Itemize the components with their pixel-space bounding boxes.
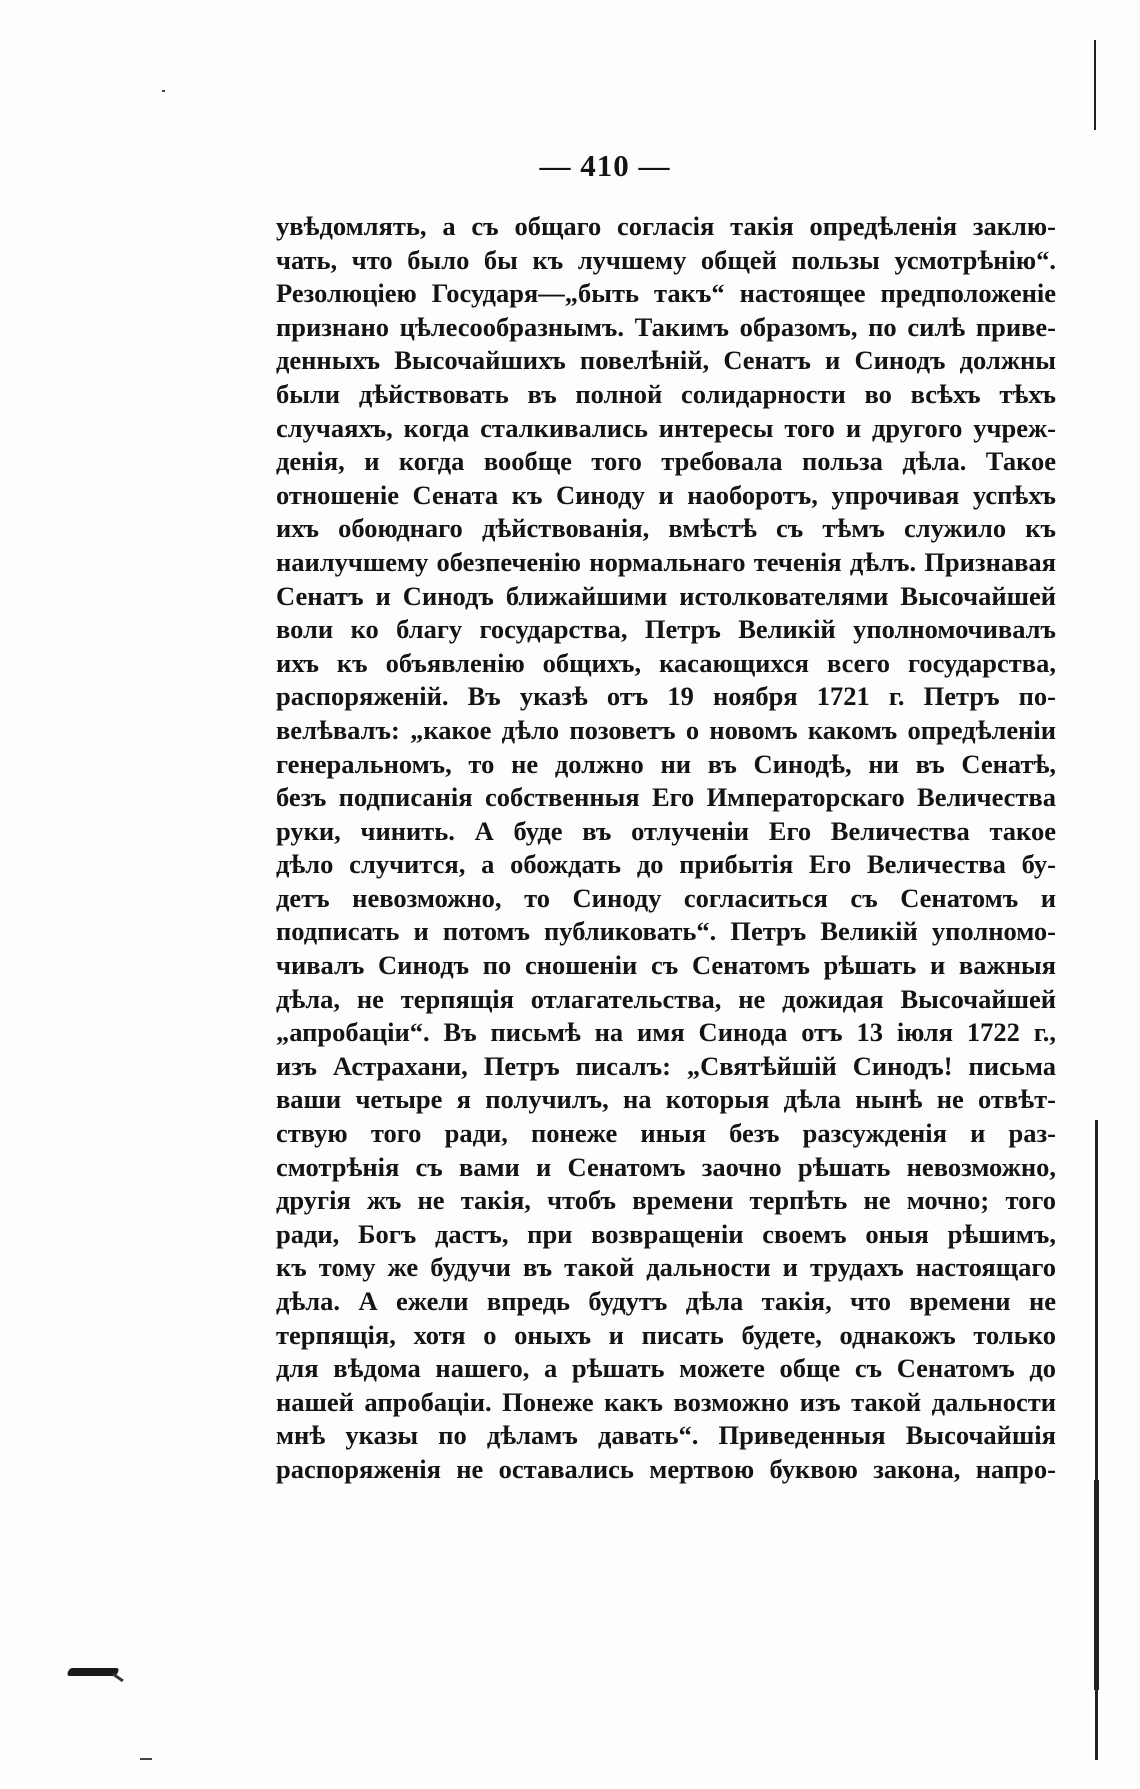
text-line: подписать и потомъ публиковать“. Петръ Великій уполномо-: [276, 916, 1056, 947]
text-line: нашей апробаціи. Понеже какъ возможно изъ такой дальности: [276, 1386, 1056, 1417]
text-line: мнѣ указы по дѣламъ давать“. Приведенныя Высочайшія: [276, 1420, 1056, 1451]
text-line: увѣдомлять, а съ общаго согласія такія опредѣленія заклю-: [276, 211, 1056, 241]
body-text: [276, 210, 1056, 1487]
text-line: терпящія, хотя о оныхъ и писать будете, однакожъ только: [276, 1319, 1056, 1350]
text-line: велѣвалъ: „какое дѣло позоветъ о новомъ какомъ опредѣленіи: [276, 714, 1056, 745]
text-line: ваши четыре я получилъ, на которыя дѣла нынѣ не отвѣт-: [276, 1084, 1056, 1115]
text-line: „апробаціи“. Въ письмѣ на имя Синода отъ 13 іюля 1722 г.,: [276, 1017, 1056, 1048]
text-line: дѣла. А ежели впредь будутъ дѣла такія, что времени не: [276, 1286, 1056, 1316]
text-line: генеральномъ, то не должно ни въ Синодѣ, ни въ Сенатѣ,: [276, 748, 1056, 779]
scan-speck: [162, 90, 165, 92]
text-line: наилучшему обезпеченію нормальнаго теченія дѣлъ. Признавая: [276, 546, 1056, 577]
text-line: къ тому же будучи въ такой дальности и трудахъ настоящаго: [276, 1252, 1056, 1283]
text-line: ихъ обоюднаго дѣйствованія, вмѣстѣ съ тѣмъ служило къ: [276, 513, 1056, 544]
text-line: смотрѣнія съ вами и Сенатомъ заочно рѣшать невозможно,: [276, 1151, 1056, 1182]
scan-speck: [140, 1758, 152, 1760]
text-line: случаяхъ, когда сталкивались интересы того и другого учреж-: [276, 412, 1056, 443]
text-line: Сенатъ и Синодъ ближайшими истолкователями Высочайшей: [276, 580, 1056, 611]
text-line: Резолюціею Государя—„быть такъ“ настоящее предположеніе: [276, 278, 1056, 309]
text-line: другія жъ не такія, чтобъ времени терпѣть не мочно; того: [276, 1185, 1056, 1216]
text-line: чивалъ Синодъ по сношеніи съ Сенатомъ рѣшать и важныя: [276, 950, 1056, 981]
text-line: воли ко благу государства, Петръ Великій уполномочивалъ: [276, 614, 1056, 645]
scan-smudge: [112, 1673, 124, 1682]
scan-edge-mark: [1094, 1480, 1099, 1690]
text-line: ствую того ради, понеже иныя безъ разсужденія и раз-: [276, 1118, 1056, 1149]
text-line: ради, Богъ дастъ, при возвращеніи своемъ оныя рѣшимъ,: [276, 1218, 1056, 1249]
text-line: распоряженія не оставались мертвою буквою закона, напро-: [276, 1453, 1056, 1484]
text-line: изъ Астрахани, Петръ писалъ: „Святѣйшій Синодъ! письма: [276, 1050, 1056, 1081]
scan-edge-mark: [1094, 40, 1096, 130]
text-line: дѣло случится, а обождать до прибытія Его Величества бу-: [276, 849, 1056, 880]
text-line: дѣла, не терпящія отлагательства, не дожидая Высочайшей: [276, 983, 1056, 1014]
text-line: были дѣйствовать въ полной солидарности во всѣхъ тѣхъ: [276, 378, 1056, 409]
text-line: детъ невозможно, то Синоду согласиться съ Сенатомъ и: [276, 882, 1056, 913]
text-line: чать, что было бы къ лучшему общей пользы усмотрѣнію“.: [276, 244, 1056, 275]
text-line: признано цѣлесообразнымъ. Такимъ образомъ, по силѣ приве-: [276, 311, 1056, 342]
text-line: распоряженій. Въ указѣ отъ 19 ноября 1721 г. Петръ по-: [276, 681, 1056, 712]
page-number: — 410 —: [539, 148, 671, 183]
text-line: отношеніе Сената къ Синоду и наоборотъ, упрочивая успѣхъ: [276, 479, 1056, 510]
text-line: руки, чинить. А буде въ отлученіи Его Величества такое: [276, 815, 1056, 846]
text-line: безъ подписанія собственныя Его Императорскаго Величества: [276, 782, 1056, 813]
text-line: ихъ къ объявленію общихъ, касающихся всего государства,: [276, 647, 1056, 678]
text-line: денія, и когда вообще того требовала польза дѣла. Такое: [276, 446, 1056, 477]
text-line: для вѣдома нашего, а рѣшать можете обще съ Сенатомъ до: [276, 1353, 1056, 1384]
text-line: денныхъ Высочайшихъ повелѣній, Сенатъ и Синодъ должны: [276, 345, 1056, 376]
